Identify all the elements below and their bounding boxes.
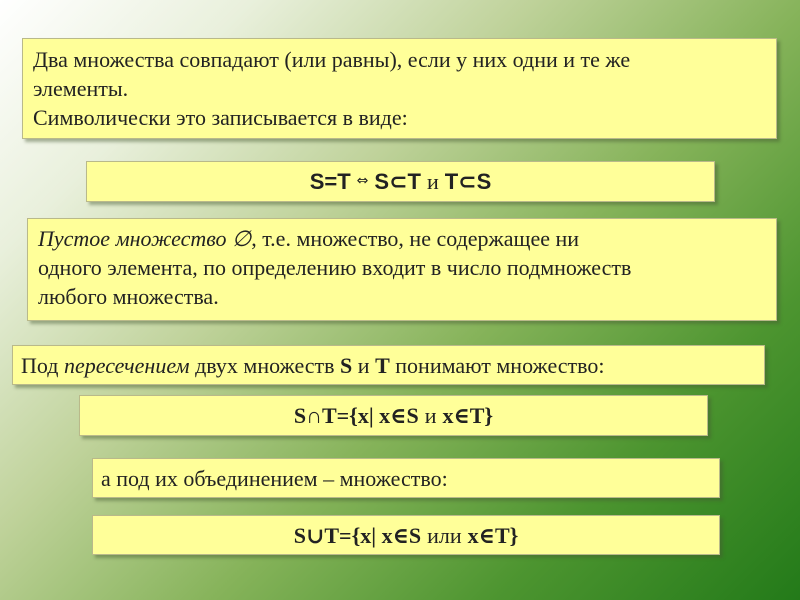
intersection-intro-box: [12, 345, 765, 385]
formula-equality-subset-a: S⊂T: [374, 169, 421, 194]
empty-set-line-1: [38, 224, 766, 253]
intersection-intro-after: понимают множество:: [395, 353, 605, 378]
empty-set-symbol: ∅: [232, 226, 252, 251]
definition-line-2: элементы.: [33, 76, 129, 101]
intersection-intro-mid: двух множеств: [195, 353, 335, 378]
formula-intersection-left: S∩T={x| x∈S: [293, 403, 419, 428]
set-s-label: S: [340, 353, 353, 378]
formula-equality-box: [86, 161, 715, 202]
empty-set-definition-box: [27, 218, 777, 321]
empty-set-line-3: любого множества.: [38, 284, 219, 309]
formula-union-left: S∪T={x| x∈S: [293, 522, 422, 548]
formula-union-box: [92, 515, 720, 555]
formula-equality-subset-b: T⊂S: [444, 169, 492, 194]
equivalence-arrow-icon: ⇔: [356, 173, 369, 189]
union-intro-box: [92, 458, 720, 498]
intersection-intro-before: Под: [21, 353, 59, 378]
formula-intersection-right: x∈T}: [442, 403, 494, 428]
intersection-term: пересечением: [63, 353, 190, 378]
empty-set-term: Пустое множество: [38, 226, 227, 251]
union-intro-text: а под их объединением – множество:: [101, 466, 448, 491]
formula-union-disjunction: или: [427, 522, 462, 548]
definition-equal-sets-box: [22, 38, 777, 139]
formula-equality-left: S=T: [309, 169, 351, 194]
empty-set-line-1-rest: , т.е. множество, не содержащее ни: [251, 226, 580, 251]
intersection-intro-and: и: [357, 353, 370, 378]
definition-line-3: Символически это записывается в виде:: [33, 105, 408, 130]
definition-line-1: Два множества совпадают (или равны), если у них одни и те же: [33, 47, 631, 72]
formula-union-right: x∈T}: [467, 522, 519, 548]
formula-intersection-box: [79, 395, 708, 436]
formula-intersection-conjunction: и: [424, 403, 437, 428]
formula-equality-conjunction: и: [426, 169, 439, 194]
set-t-label: T: [375, 353, 390, 378]
empty-set-line-2: одного элемента, по определению входит в число подмножеств: [38, 255, 632, 280]
